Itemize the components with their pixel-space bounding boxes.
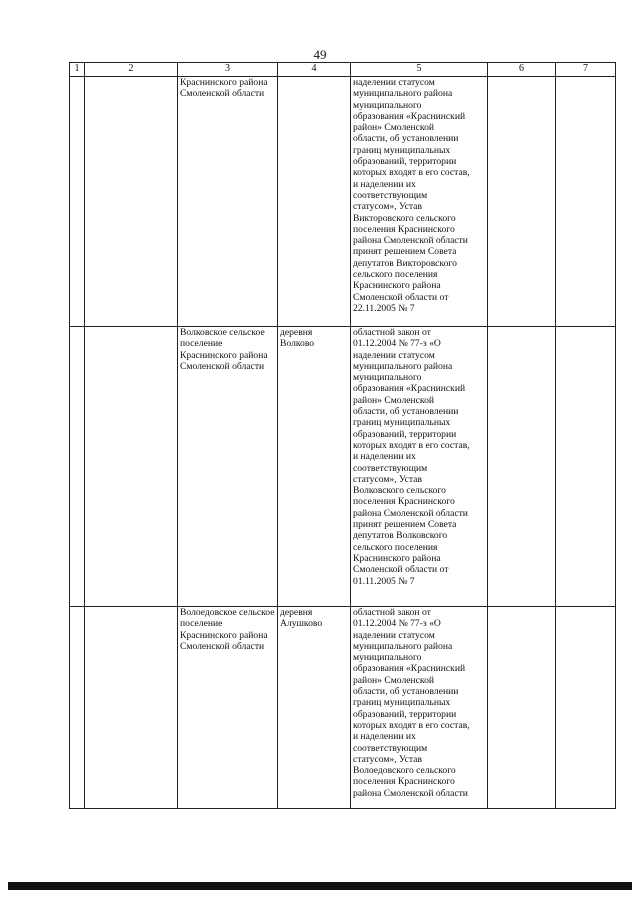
legal-basis-line: которых входят в его состав, — [353, 439, 470, 451]
table-cell-col3: Краснинского района Смоленской области — [178, 77, 278, 327]
legal-basis-line: 01.12.2004 № 77-з «О — [353, 338, 441, 350]
registry-table — [69, 62, 616, 809]
table-cell-legal-basis — [351, 607, 488, 809]
table-row — [70, 327, 616, 607]
legal-basis-line: образований, территории — [353, 708, 457, 720]
table-cell-col2 — [85, 327, 178, 607]
legal-basis-line: которых входят в его состав, — [353, 719, 470, 731]
legal-basis-line: 01.11.2005 № 7 — [353, 575, 415, 587]
table-cell-col1 — [70, 607, 85, 809]
table-cell-col2 — [85, 607, 178, 809]
table-cell-col6 — [488, 77, 556, 327]
legal-basis-line: Смоленской области от — [353, 291, 449, 303]
legal-basis-line: района Смоленской области — [353, 507, 468, 519]
legal-basis-line: областной закон от — [353, 607, 431, 618]
legal-basis-line: соответствующим — [353, 742, 428, 754]
legal-basis-line: сельского поселения — [353, 269, 438, 281]
legal-basis-line: район» Смоленской — [353, 122, 434, 134]
column-header: 3 — [178, 63, 278, 77]
legal-basis-line: Викторовского сельского — [353, 212, 456, 224]
header-row — [70, 63, 616, 77]
legal-basis-line: района Смоленской области — [353, 235, 468, 247]
legal-basis-line: принят решением Совета — [353, 246, 457, 258]
legal-basis-line: поселения Краснинского — [353, 776, 455, 788]
table-row — [70, 607, 616, 809]
legal-basis-line: образований, территории — [353, 156, 457, 168]
legal-basis-line: области, об установлении — [353, 686, 459, 698]
column-header: 1 — [70, 63, 85, 77]
legal-basis-line: района Смоленской области — [353, 787, 468, 799]
legal-basis-line: Краснинского района — [353, 280, 441, 292]
legal-basis-line: поселения Краснинского — [353, 223, 455, 235]
legal-basis-line: муниципального — [353, 652, 422, 664]
table-cell-col6 — [488, 607, 556, 809]
legal-basis-line: границ муниципальных — [353, 417, 451, 429]
legal-basis-line: Смоленской области от — [353, 564, 449, 576]
column-header: 5 — [351, 63, 488, 77]
legal-basis-line: Краснинского района — [353, 552, 441, 564]
legal-basis-line: район» Смоленской — [353, 394, 434, 406]
table-cell-col3: Волоедовское сельское поселение Краснинского района Смоленской области — [178, 607, 278, 809]
column-header: 7 — [556, 63, 616, 77]
table-cell-col7 — [556, 77, 616, 327]
legal-basis-line: и наделении их — [353, 731, 416, 743]
legal-basis-line: соответствующим — [353, 189, 428, 201]
legal-basis-line: муниципального района — [353, 360, 453, 372]
table-cell-col3: Волковское сельское поселение Краснинского района Смоленской области — [178, 327, 278, 607]
legal-basis-line: поселения Краснинского — [353, 496, 455, 508]
table-cell-col1 — [70, 77, 85, 327]
column-header: 4 — [278, 63, 351, 77]
table-cell-legal-basis — [351, 327, 488, 607]
table-cell-col7 — [556, 607, 616, 809]
legal-basis-line: образования «Краснинский — [353, 110, 466, 122]
column-header: 2 — [85, 63, 178, 77]
legal-basis-line: области, об установлении — [353, 133, 459, 145]
legal-basis-line: соответствующим — [353, 462, 428, 474]
legal-basis-line: границ муниципальных — [353, 697, 451, 709]
table-row — [70, 77, 616, 327]
legal-basis-line: депутатов Волковского — [353, 530, 448, 542]
legal-basis-line: наделении статусом — [353, 629, 435, 641]
legal-basis-line: муниципального района — [353, 88, 453, 100]
legal-basis-line: Волоедовского сельского — [353, 765, 456, 777]
legal-basis-line: сельского поселения — [353, 541, 438, 553]
legal-basis-line: образования «Краснинский — [353, 663, 466, 675]
legal-basis-line: области, об установлении — [353, 406, 459, 418]
table-cell-legal-basis — [351, 77, 488, 327]
table-cell-col1 — [70, 327, 85, 607]
legal-basis-line: наделении статусом — [353, 349, 435, 361]
legal-basis-line: статусом», Устав — [353, 201, 422, 213]
table-cell-col2 — [85, 77, 178, 327]
legal-basis-line: и наделении их — [353, 451, 416, 463]
legal-basis-line: статусом», Устав — [353, 473, 422, 485]
legal-basis-line: которых входят в его состав, — [353, 167, 470, 179]
legal-basis-line: областной закон от — [353, 327, 431, 338]
legal-basis-line: муниципального — [353, 372, 422, 384]
legal-basis-line: 01.12.2004 № 77-з «О — [353, 618, 441, 630]
legal-basis-line: 22.11.2005 № 7 — [353, 302, 415, 314]
column-header: 6 — [488, 63, 556, 77]
legal-basis-line: образования «Краснинский — [353, 383, 466, 395]
table-cell-col4: деревня Волково — [278, 327, 351, 607]
legal-basis-line: границ муниципальных — [353, 144, 451, 156]
legal-basis-line: образований, территории — [353, 428, 457, 440]
legal-basis-line: район» Смоленской — [353, 674, 434, 686]
legal-basis-line: статусом», Устав — [353, 753, 422, 765]
legal-basis-line: муниципального — [353, 99, 422, 111]
legal-basis-line: муниципального района — [353, 640, 453, 652]
legal-basis-line: наделении статусом — [353, 77, 435, 88]
scan-bottom-bar — [8, 882, 632, 890]
legal-basis-line: принят решением Совета — [353, 519, 457, 531]
legal-basis-line: Волковского сельского — [353, 485, 446, 497]
table-cell-col7 — [556, 327, 616, 607]
legal-basis-line: и наделении их — [353, 178, 416, 190]
table-cell-col4 — [278, 77, 351, 327]
legal-basis-line: депутатов Викторовского — [353, 257, 457, 269]
table-cell-col4: деревня Алушково — [278, 607, 351, 809]
page-number: 49 — [313, 47, 327, 62]
table-cell-col6 — [488, 327, 556, 607]
